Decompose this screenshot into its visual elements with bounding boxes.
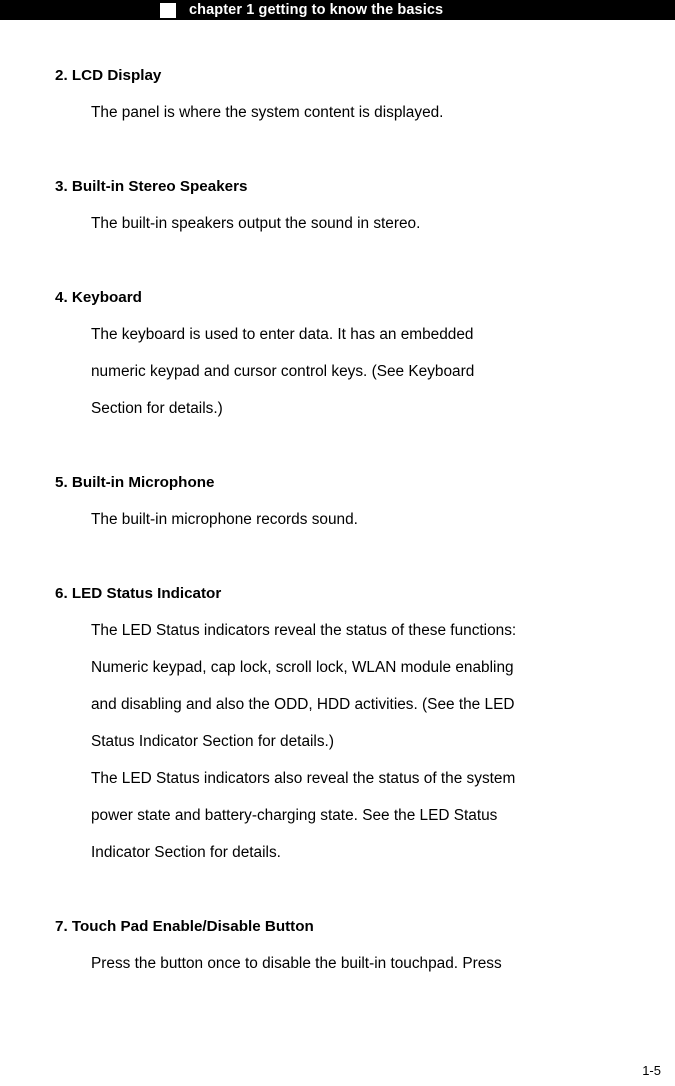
section-heading: 2. LCD Display: [55, 67, 162, 84]
section-heading: 7. Touch Pad Enable/Disable Button: [55, 918, 314, 935]
section-touch-pad-enable-disable-button: [0, 908, 675, 982]
body-line: Status Indicator Section for details.): [91, 733, 334, 750]
chapter-header-title: chapter 1 getting to know the basics: [189, 2, 444, 18]
body-line: power state and battery-charging state. See the LED Status: [91, 807, 498, 824]
chapter-header-bar: [0, 0, 675, 20]
section-spacer: [0, 538, 675, 575]
section-heading: 5. Built-in Microphone: [55, 474, 215, 491]
body-line: The built-in speakers output the sound in stereo.: [91, 215, 421, 232]
section-heading: 4. Keyboard: [55, 289, 142, 306]
section-spacer: [0, 131, 675, 168]
body-line: Indicator Section for details.: [91, 844, 281, 861]
section-spacer: [0, 427, 675, 464]
section-heading: 6. LED Status Indicator: [55, 585, 222, 602]
square-bullet-icon: [160, 3, 176, 18]
section-built-in-microphone: [0, 464, 675, 538]
top-spacer: [0, 20, 675, 57]
section-spacer: [0, 242, 675, 279]
document-body: [0, 20, 675, 982]
body-line: and disabling and also the ODD, HDD activities. (See the LED: [91, 696, 515, 713]
body-line: Numeric keypad, cap lock, scroll lock, WLAN module enabling: [91, 659, 514, 676]
section-led-status-indicator: [0, 575, 675, 871]
section-lcd-display: [0, 57, 675, 131]
section-keyboard: [0, 279, 675, 427]
body-line: Section for details.): [91, 400, 223, 417]
body-line: The panel is where the system content is displayed.: [91, 104, 444, 121]
section-spacer: [0, 871, 675, 908]
section-body: [0, 94, 675, 131]
section-built-in-stereo-speakers: [0, 168, 675, 242]
body-line: The keyboard is used to enter data. It has an embedded: [91, 326, 474, 343]
section-heading: 3. Built-in Stereo Speakers: [55, 178, 248, 195]
body-line: The LED Status indicators also reveal the status of the system: [91, 770, 516, 787]
section-body: [0, 612, 675, 871]
body-line: The built-in microphone records sound.: [91, 511, 358, 528]
body-line: Press the button once to disable the built-in touchpad. Press: [91, 955, 502, 972]
section-body: [0, 501, 675, 538]
section-body: [0, 945, 675, 982]
section-body: [0, 205, 675, 242]
body-line: numeric keypad and cursor control keys. (See Keyboard: [91, 363, 475, 380]
section-body: [0, 316, 675, 427]
body-line: The LED Status indicators reveal the status of these functions:: [91, 622, 517, 639]
page-number: 1-5: [642, 1063, 661, 1078]
